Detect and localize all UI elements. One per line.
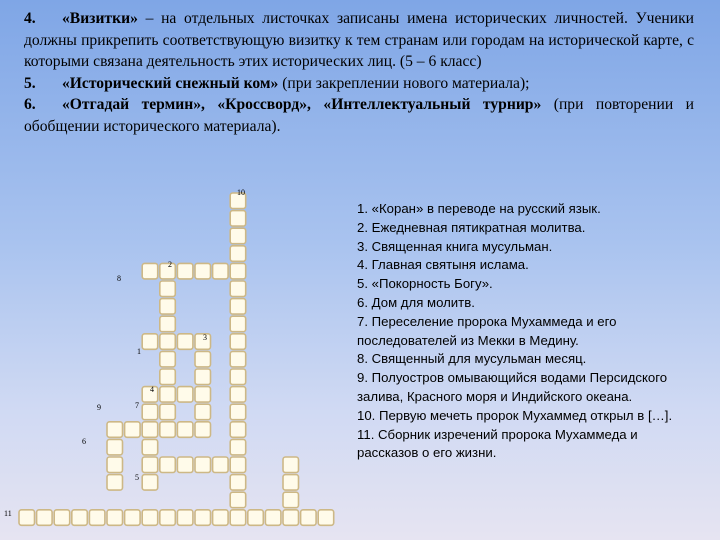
crossword-cell [195, 510, 211, 526]
crossword-cell [195, 351, 211, 367]
crossword-cell [230, 299, 246, 315]
crossword-cell [160, 351, 176, 367]
crossword-cell [142, 263, 158, 279]
crossword-cell [142, 439, 158, 455]
crossword-cell [230, 316, 246, 332]
crossword-cell [195, 422, 211, 438]
item-title: «Исторический снежный ком» [62, 74, 279, 92]
crossword-cell [195, 263, 211, 279]
clue-7: 7. Переселение пророка Мухаммеда и его последователей из Мекки в Медину. [357, 313, 617, 348]
crossword-cell [177, 422, 193, 438]
crossword-cell [142, 510, 158, 526]
crossword-cell [89, 510, 105, 526]
crossword-cell [283, 510, 299, 526]
crossword-cell [230, 369, 246, 385]
crossword-cell [230, 439, 246, 455]
crossword-number-label: 7 [135, 401, 139, 410]
crossword-cell [54, 510, 69, 526]
crossword-cell [283, 475, 299, 491]
crossword-cell [160, 510, 176, 526]
crossword-cell [283, 492, 299, 508]
crossword-cell [230, 228, 246, 244]
crossword-cell [177, 387, 193, 403]
item-text: (при повторении и обобщении исторического материала). [24, 96, 694, 135]
crossword-cell [230, 510, 246, 526]
crossword-cell [19, 510, 35, 526]
crossword-number-label: 3 [203, 333, 207, 342]
crossword-cell [160, 387, 176, 403]
crossword-cell [265, 510, 281, 526]
crossword-cell [142, 334, 158, 350]
crossword-cell [195, 457, 211, 473]
item-text: (при закреплении нового материала); [278, 74, 530, 92]
crossword-cell [213, 510, 229, 526]
clue-6: 6. Дом для молитв. [357, 294, 475, 310]
crossword-cell [195, 387, 211, 403]
clue-5: 5. «Покорность Богу». [357, 276, 493, 292]
crossword-cell [160, 404, 176, 420]
crossword-cell [160, 299, 176, 315]
crossword-cell [142, 475, 158, 491]
crossword-cell [230, 387, 246, 403]
crossword-cell [230, 404, 246, 420]
clue-9: 9. Полуостров омывающийся водами Персидского залива, Красного моря и Индийского океана. [357, 370, 668, 404]
clue-11: 11. Сборник изречений пророка Мухаммеда и рассказов о его жизни. [357, 426, 638, 461]
crossword-number-label: 2 [168, 260, 172, 269]
crossword-cell [230, 457, 246, 473]
crossword-cell [195, 369, 211, 385]
crossword-cell [142, 457, 158, 473]
crossword-cell [230, 211, 246, 227]
crossword-cell [160, 457, 176, 473]
crossword-cell [195, 404, 211, 420]
item-title: «Визитки» [62, 10, 138, 27]
crossword-cell [72, 510, 88, 526]
crossword-cell [37, 510, 53, 526]
crossword-cell [283, 457, 299, 473]
crossword-cell [230, 475, 246, 491]
crossword-number-label: 9 [97, 403, 101, 412]
crossword-cell [125, 510, 141, 526]
crossword-cell [177, 334, 193, 350]
clue-3: 3. Священная книга мусульман. [357, 238, 553, 254]
crossword-number-label: 10 [237, 188, 245, 197]
item-title: «Отгадай термин», «Кроссворд», «Интеллектуальный турнир» [62, 96, 542, 114]
clue-2: 2. Ежедневная пятикратная молитва. [357, 219, 586, 235]
crossword-cell [177, 457, 193, 473]
crossword-cell [318, 510, 334, 526]
crossword-cell [230, 246, 246, 261]
crossword-cell [142, 422, 158, 438]
crossword-clues [357, 200, 702, 463]
crossword-cell [177, 263, 193, 279]
crossword-cell [230, 263, 246, 279]
crossword-number-label: 8 [117, 274, 121, 283]
crossword-number-label: 4 [150, 385, 154, 394]
clue-8: 8. Священный для мусульман месяц. [357, 351, 587, 367]
crossword-cell [230, 422, 246, 438]
clue-10: 10. Первую мечеть пророк Мухаммед открыл в […]. [357, 407, 673, 423]
crossword-number-label: 11 [4, 509, 12, 518]
crossword-number-label: 5 [135, 473, 139, 482]
item-text: – на отдельных листочках записаны имена исторических личностей. Ученики должны прикрепить соответствующую визитку к тем странам или городам на исторической карте, с которыми связана деятельность этих исторических лиц. (5 – 6 класс) [24, 10, 694, 71]
crossword-number-label: 6 [82, 437, 86, 446]
crossword-cell [107, 457, 123, 473]
crossword-cell [213, 457, 229, 473]
crossword-cell [125, 422, 141, 438]
crossword-cell [160, 281, 176, 297]
crossword-cell [107, 475, 123, 491]
crossword-number-label: 1 [137, 347, 141, 356]
crossword-cell [107, 510, 123, 526]
crossword-cell [230, 492, 246, 508]
crossword-cell [160, 422, 176, 438]
crossword-cell [230, 334, 246, 350]
crossword-cell [177, 510, 193, 526]
crossword-cell [107, 439, 123, 455]
crossword-cell [160, 369, 176, 385]
crossword-cell [213, 263, 229, 279]
crossword-cell [301, 510, 317, 526]
crossword-cell [160, 334, 176, 350]
crossword-cell [142, 404, 158, 420]
item-number: 5. [24, 74, 36, 92]
crossword-cell [248, 510, 263, 526]
item-number: 4. [24, 10, 36, 27]
clue-1: 1. «Коран» в переводе на русский язык. [357, 201, 601, 216]
item-number: 6. [24, 96, 36, 114]
crossword-cell [230, 351, 246, 367]
clue-4: 4. Главная святыня ислама. [357, 257, 529, 273]
crossword-cell [230, 281, 246, 297]
crossword-cell [107, 422, 123, 438]
crossword-cell [160, 316, 176, 332]
